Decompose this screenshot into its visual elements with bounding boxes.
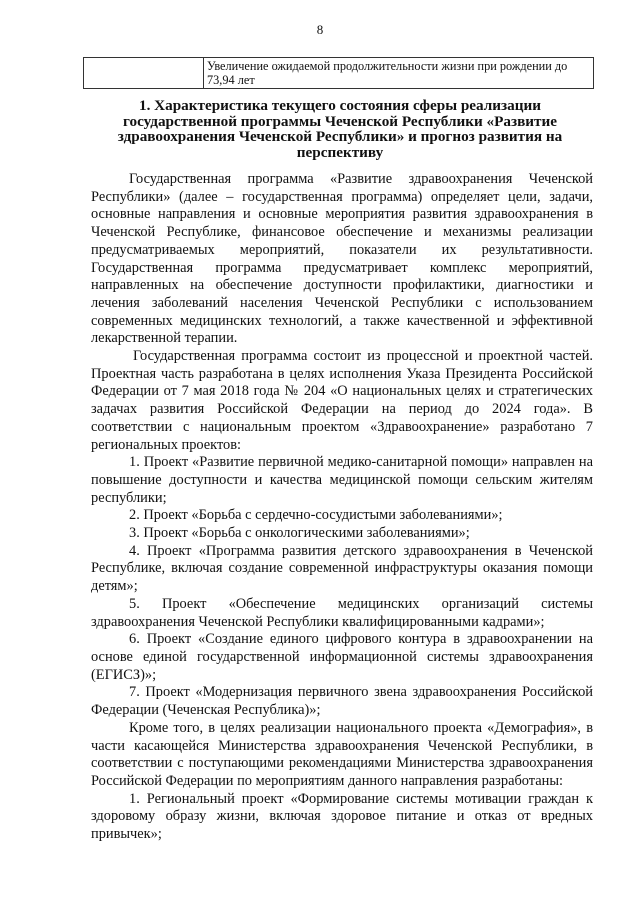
- section-heading: 1. Характеристика текущего состояния сферы реализации государственной программы Чеченской Республики «Развитие здравоохранения Чеченской Республики» и прогноз развития на перспективу: [117, 97, 563, 161]
- indicator-table: [83, 57, 594, 89]
- list-item-project-5: 5. Проект «Обеспечение медицинских организаций системы здравоохранения Чеченской Республики квалифицированными кадрами»;: [91, 595, 593, 630]
- document-body: [91, 171, 593, 844]
- table-cell-empty: [84, 58, 204, 89]
- list-item-project-4: 4. Проект «Программа развития детского здравоохранения в Чеченской Республике, включая создание современной инфраструктуры оказания помощи детям»;: [91, 542, 593, 595]
- list-item-project-6: 6. Проект «Создание единого цифрового контура в здравоохранении на основе единой государственной информационной системы здравоохранения (ЕГИСЗ)»;: [91, 631, 593, 683]
- list-item-project-3: 3. Проект «Борьба с онкологическими заболеваниями»;: [129, 525, 470, 542]
- list-item-project-7: 7. Проект «Модернизация первичного звена здравоохранения Российской Федерации (Чеченская Республика)»;: [91, 684, 593, 719]
- table-row: [84, 58, 594, 89]
- list-item-project-1: 1. Проект «Развитие первичной медико-санитарной помощи» направлен на повышение доступности и качества медицинской помощи сельским жителям республики;: [91, 454, 593, 506]
- list-item-demography-1: 1. Региональный проект «Формирование системы мотивации граждан к здоровому образу жизни, включая здоровое питание и отказ от вредных привычек»;: [91, 790, 593, 843]
- page-number: 8: [316, 22, 324, 37]
- table-cell-indicator: Увеличение ожидаемой продолжительности жизни при рождении до 73,94 лет: [204, 58, 594, 89]
- paragraph-demography: Кроме того, в целях реализации национального проекта «Демография», в части касающейся Министерства здравоохранения Чеченской Республики, в соответствии с поступающими рекомендациями Министерства здравоохранения Российской Федерации по мероприятиям данного направления разработаны:: [91, 719, 593, 789]
- list-item-project-2: 2. Проект «Борьба с сердечно-сосудистыми заболеваниями»;: [129, 507, 503, 524]
- paragraph-program-structure: Государственная программа состоит из процессной и проектной частей. Проектная часть разработана в целях исполнения Указа Президента Российской Федерации от 7 мая 2018 года № 204 «О национальных целях и стратегических задачах развития Российской Федерации на период до 2024 года». В соответствии с национальным проектом «Здравоохранение» разработано 7 региональных проектов:: [91, 348, 593, 453]
- paragraph-program-overview: Государственная программа «Развитие здравоохранения Чеченской Республики» (далее – государственная программа) определяет цели, задачи, основные направления и основные мероприятия развития здравоохранения в Чеченской Республике, финансовое обеспечение и механизмы реализации предусматриваемых мероприятий, показатели их результативности. Государственная программа предусматривает комплекс мероприятий, направленных на обеспечение доступности профилактики, диагностики и лечения заболеваний населения Чеченской Республики с использованием современных медицинских технологий, а также качественной и эффективной лекарственной терапии.: [91, 171, 593, 347]
